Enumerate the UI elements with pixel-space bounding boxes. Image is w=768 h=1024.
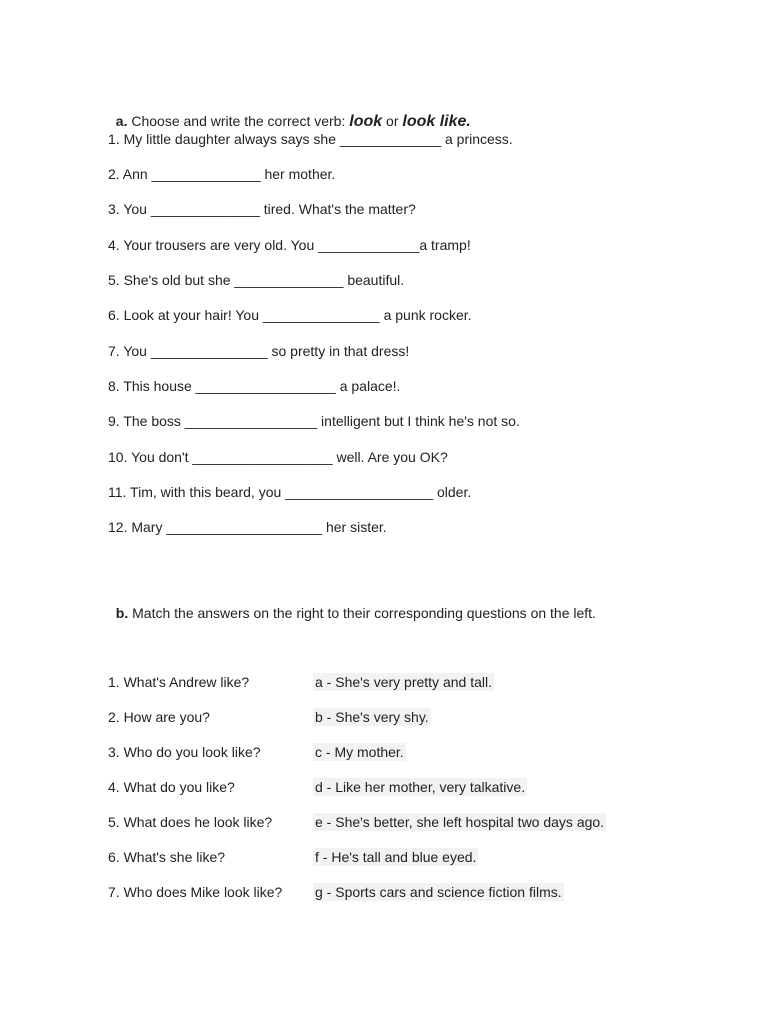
sentence-9: 9. The boss _________________ intelligent but I think he's not so. xyxy=(108,413,520,429)
answer-d: d - Like her mother, very talkative. xyxy=(315,779,526,795)
section-a-instruction: Choose and write the correct verb: xyxy=(127,113,350,129)
sentence-1: 1. My little daughter always says she _____________ a princess. xyxy=(108,131,513,147)
question-4: 4. What do you like? xyxy=(108,779,235,795)
answer-g: g - Sports cars and science fiction films. xyxy=(315,884,562,900)
question-3: 3. Who do you look like? xyxy=(108,744,261,760)
section-b-instruction: Match the answers on the right to their corresponding questions on the left. xyxy=(128,605,596,621)
sentence-5: 5. She's old but she ______________ beautiful. xyxy=(108,272,405,288)
section-b-heading xyxy=(108,586,596,622)
question-5: 5. What does he look like? xyxy=(108,814,273,830)
question-7: 7. Who does Mike look like? xyxy=(108,884,283,900)
section-b-letter: b. xyxy=(115,605,129,621)
sentence-12: 12. Mary ____________________ her sister. xyxy=(108,519,387,535)
sentence-8: 8. This house __________________ a palace!. xyxy=(108,378,401,394)
question-2: 2. How are you? xyxy=(108,709,210,725)
sentence-7: 7. You _______________ so pretty in that dress! xyxy=(108,343,410,359)
verb-option-look-like: look like. xyxy=(402,113,471,130)
sentence-6: 6. Look at your hair! You _______________ a punk rocker. xyxy=(108,307,472,323)
answer-e: e - She's better, she left hospital two days ago. xyxy=(315,814,605,830)
question-6: 6. What's she like? xyxy=(108,849,226,865)
answer-f: f - He's tall and blue eyed. xyxy=(315,849,477,865)
section-a-heading xyxy=(108,94,471,131)
sentence-10: 10. You don't __________________ well. Are you OK? xyxy=(108,449,448,465)
answer-c: c - My mother. xyxy=(315,744,404,760)
section-a-letter: a. xyxy=(115,113,128,129)
sentence-3: 3. You ______________ tired. What's the matter? xyxy=(108,201,416,217)
sentence-4: 4. Your trousers are very old. You _____________a tramp! xyxy=(108,237,471,253)
sentence-11: 11. Tim, with this beard, you ___________________ older. xyxy=(108,484,472,500)
sentence-2: 2. Ann ______________ her mother. xyxy=(108,166,336,182)
answer-a: a - She's very pretty and tall. xyxy=(315,674,492,690)
verb-option-look: look xyxy=(349,113,383,130)
question-1: 1. What's Andrew like? xyxy=(108,674,250,690)
or-word: or xyxy=(382,113,403,129)
answer-b: b - She's very shy. xyxy=(315,709,429,725)
